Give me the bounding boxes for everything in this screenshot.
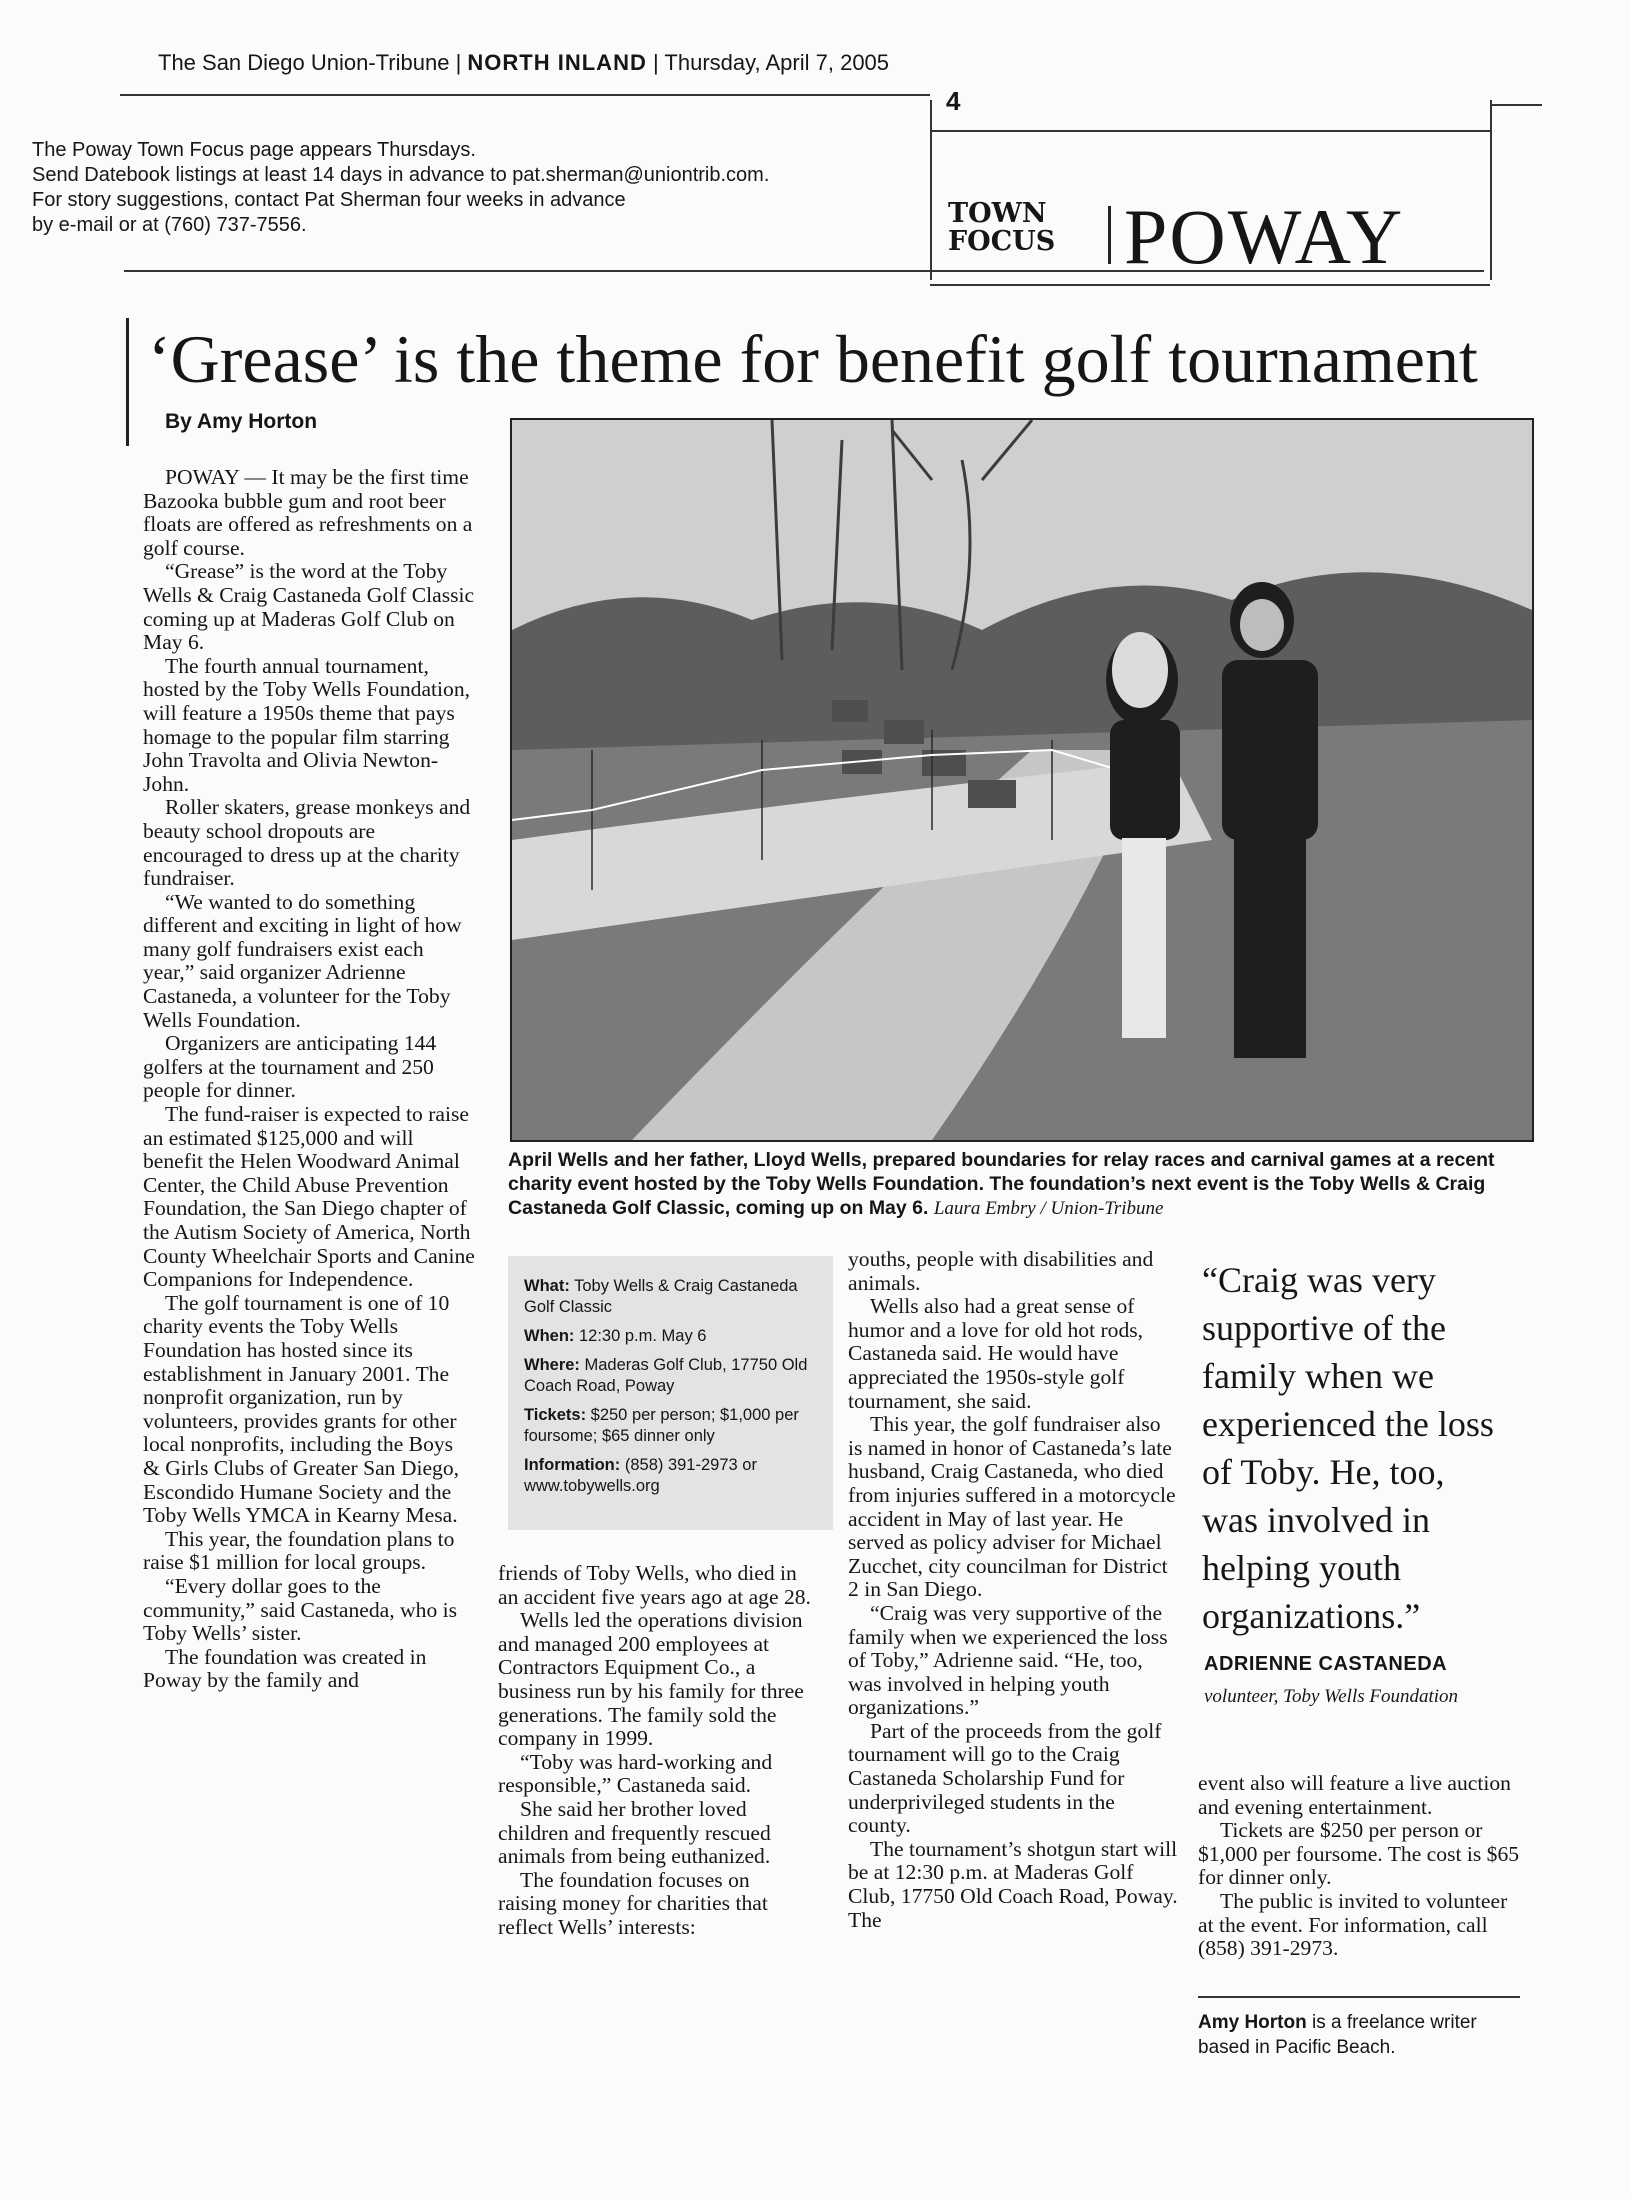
section-flag-rule — [930, 284, 1490, 286]
paragraph: “Toby was hard-working and responsible,” Castaneda said. — [498, 1749, 773, 1798]
paragraph: She said her brother loved children and frequently rescued animals from being euthanized. — [498, 1796, 771, 1869]
paragraph: The fund-raiser is expected to raise an estimated $125,000 and will benefit the Helen Woodward Animal Center, the Child Abuse Prevention Foundation, the San Diego chapter of the Autism Society of America, North County Wheelchair Sports and Canine Companions for Independence. — [143, 1102, 475, 1292]
paragraph: The golf tournament is one of 10 charity events the Toby Wells Foundation has hosted since its establishment in January 2001. The nonprofit organization, run by volunteers, provides grants for other local nonprofits, including the Boys & Girls Clubs of Greater San Diego, Escondido Humane Society and the Toby Wells YMCA in Kearny Mesa. — [143, 1290, 460, 1528]
byline: By Amy Horton — [165, 410, 318, 433]
article-column-1 — [143, 466, 475, 1693]
paragraph: Roller skaters, grease monkeys and beauty school dropouts are encouraged to dress up at the charity fundraiser. — [143, 795, 471, 891]
bio-name: Amy Horton — [1198, 2012, 1307, 2033]
info-tickets: Tickets: $250 per person; $1,000 per foursome; $65 dinner only — [524, 1406, 799, 1445]
paragraph: The tournament’s shotgun start will be at 12:30 p.m. at Maderas Golf Club, 17750 Old Coach Road, Poway. The — [848, 1836, 1178, 1932]
pull-quote-title: volunteer, Toby Wells Foundation — [1204, 1686, 1459, 1707]
paragraph: “Grease” is the word at the Toby Wells & Craig Castaneda Golf Classic coming up at Maderas Golf Club on May 6. — [143, 559, 475, 655]
photo-credit: Laura Embry / Union-Tribune — [933, 1198, 1164, 1219]
paragraph: This year, the golf fundraiser also is named in honor of Castaneda’s late husband, Craig Castaneda, who died from injuries suffered in a motorcycle accident in May of last year. He served as policy adviser for Michael Zucchet, city councilman for District 2 in San Diego. — [848, 1412, 1176, 1602]
page-notice: The Poway Town Focus page appears Thursdays. Send Datebook listings at least 14 days in advance to pat.sherman@uniontrib.com. For story suggestions, contact Pat Sherman four weeks in advance by e-mail or at (760) 737-7556. — [32, 139, 770, 236]
page-number: 4 — [946, 86, 961, 116]
paragraph: event also will feature a live auction and evening entertainment. — [1198, 1771, 1511, 1819]
issue-date: Thursday, April 7, 2005 — [664, 50, 890, 75]
header-divider — [930, 100, 932, 280]
paragraph: friends of Toby Wells, who died in an accident five years ago at age 28. — [498, 1561, 811, 1609]
info-where: Where: Maderas Golf Club, 17750 Old Coach Road, Poway — [524, 1356, 808, 1395]
paragraph: youths, people with disabilities and animals. — [848, 1247, 1154, 1295]
paragraph: “We wanted to do something different and exciting in light of how many golf fundraisers exist each year,” said organizer Adrienne Castaneda, a volunteer for the Toby Wells Foundation. — [143, 889, 462, 1032]
paragraph: Tickets are $250 per person or $1,000 per foursome. The cost is $65 for dinner only. — [1198, 1818, 1520, 1890]
paragraph: Wells led the operations division and managed 200 employees at Contractors Equipment Co., a business run by his family for three generations. The family sold the company in 1999. — [498, 1608, 804, 1751]
town-focus-label: TOWN FOCUS — [948, 198, 1056, 257]
paragraph: This year, the foundation plans to raise $1 million for local groups. — [143, 1526, 455, 1575]
paragraph: The public is invited to volunteer at the event. For information, call (858) 391-2973. — [1198, 1888, 1508, 1961]
bio-text: is a freelance writer based in Pacific Beach. — [1198, 2012, 1477, 2058]
masthead-line: The San Diego Union-Tribune | NORTH INLAND | Thursday, April 7, 2005 — [158, 50, 890, 75]
paragraph: Wells also had a great sense of humor and a love for old hot rods, Castaneda said. He would have appreciated the 1950s-style golf tournament, she said. — [848, 1294, 1144, 1413]
article-column-3 — [848, 1248, 1178, 1932]
pull-quote: “Craig was very supportive of the family when we experienced the loss of Toby. He, too, was involved in helping youth organizations.” — [1202, 1260, 1494, 1636]
photo-caption — [508, 1148, 1540, 1221]
headline: ‘Grease’ is the theme for benefit golf tournament — [148, 321, 1478, 397]
paragraph: POWAY — It may be the first time Bazooka bubble gum and root beer floats are offered as refreshments on a golf course. — [143, 465, 473, 560]
header-stub-rule — [1492, 104, 1542, 106]
section-name: NORTH INLAND — [467, 50, 647, 75]
paragraph: The foundation focuses on raising money for charities that reflect Wells’ interests: — [498, 1867, 768, 1939]
header-rule — [120, 94, 930, 96]
info-what: What: Toby Wells & Craig Castaneda Golf Classic — [524, 1277, 798, 1316]
news-photo — [510, 418, 1534, 1142]
info-when: When: 12:30 p.m. May 6 — [524, 1327, 707, 1345]
paragraph: The fourth annual tournament, hosted by the Toby Wells Foundation, will feature a 1950s theme that pays homage to the popular film starring John Travolta and Olivia Newton-John. — [143, 653, 471, 796]
article-column-4 — [1198, 1772, 1528, 1961]
paragraph: “Every dollar goes to the community,” said Castaneda, who is Toby Wells’ sister. — [143, 1573, 458, 1646]
caption-text: April Wells and her father, Lloyd Wells, prepared boundaries for relay races and carnival games at a recent charity event hosted by the Toby Wells Foundation. The foundation’s next event is the Toby Wells & Craig Castaneda Golf Classic, coming up on May 6. — [508, 1149, 1495, 1219]
paragraph: Part of the proceeds from the golf tournament will go to the Craig Castaneda Scholarship Fund for underprivileged students in the county. — [848, 1718, 1162, 1838]
header-divider-right — [1490, 100, 1492, 280]
paragraph: The foundation was created in Poway by the family and — [143, 1644, 427, 1693]
paragraph: Organizers are anticipating 144 golfers at the tournament and 250 people for dinner. — [143, 1031, 437, 1103]
section-flag-separator — [1108, 206, 1111, 264]
paragraph: “Craig was very supportive of the family when we experienced the loss of Toby,” Adrienne said. “He, too, was involved in helping youth organizations.” — [848, 1600, 1168, 1720]
pagenum-rule — [930, 130, 1490, 132]
article-column-2 — [498, 1562, 813, 1940]
author-bio — [1198, 2010, 1508, 2060]
headline-bar — [126, 318, 129, 446]
event-info-box — [508, 1256, 833, 1530]
town-name: POWAY — [1124, 193, 1405, 280]
info-contact: Information: (858) 391-2973 or www.tobywells.org — [524, 1456, 757, 1495]
bio-rule — [1198, 1996, 1520, 1998]
pull-quote-name: ADRIENNE CASTANEDA — [1204, 1653, 1448, 1675]
paper-name: The San Diego Union-Tribune — [158, 50, 450, 75]
